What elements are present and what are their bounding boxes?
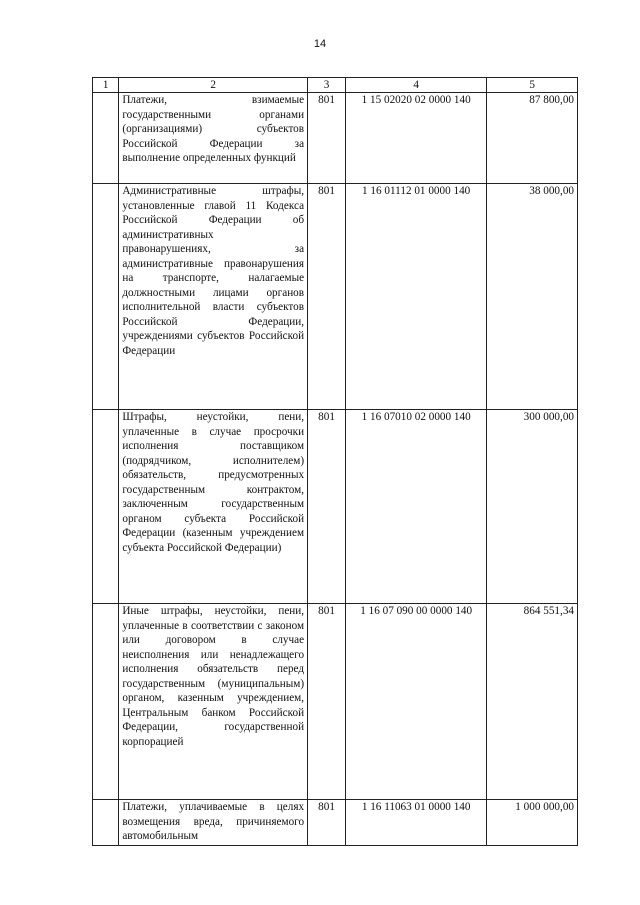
row-index-cell (93, 604, 119, 800)
amount-cell: 864 551,34 (487, 604, 578, 800)
table-row (93, 184, 578, 410)
table-row (93, 93, 578, 184)
admin-code-cell: 801 (308, 93, 346, 184)
admin-code-cell: 801 (308, 604, 346, 800)
row-index-cell (93, 184, 119, 410)
admin-code-cell: 801 (308, 184, 346, 410)
amount-cell: 300 000,00 (487, 410, 578, 604)
admin-code-cell: 801 (308, 800, 346, 846)
admin-code-cell: 801 (308, 410, 346, 604)
table-header-row (93, 78, 578, 93)
column-header-5: 5 (487, 78, 578, 93)
column-header-4: 4 (346, 78, 487, 93)
description-cell: Административные штрафы, установленные главой 11 Кодекса Российской Федерации об административных правонарушениях, за административные правонарушения на транспорте, налагаемые должностными лицами органов исполнительной власти субъектов Российской Федерации, учреждениями субъектов Российской Федерации (119, 184, 308, 410)
budget-code-cell: 1 16 01112 01 0000 140 (346, 184, 487, 410)
row-index-cell (93, 410, 119, 604)
column-header-2: 2 (119, 78, 308, 93)
amount-cell: 1 000 000,00 (487, 800, 578, 846)
budget-code-cell: 1 16 07010 02 0000 140 (346, 410, 487, 604)
amount-cell: 87 800,00 (487, 93, 578, 184)
table-row (93, 604, 578, 800)
page-number: 14 (313, 38, 327, 50)
revenue-table (92, 77, 578, 846)
column-header-3: 3 (308, 78, 346, 93)
budget-code-cell: 1 16 11063 01 0000 140 (346, 800, 487, 846)
row-index-cell (93, 800, 119, 846)
table-row (93, 800, 578, 846)
amount-cell: 38 000,00 (487, 184, 578, 410)
description-cell: Иные штрафы, неустойки, пени, уплаченные в соответствии с законом или договором в случае неисполнения или ненадлежащего исполнения обязательств перед государственным (муниципальным) органом, казенным учреждением, Центральным банком Российской Федерации, государственной корпорацией (119, 604, 308, 800)
budget-code-cell: 1 15 02020 02 0000 140 (346, 93, 487, 184)
budget-code-cell: 1 16 07 090 00 0000 140 (346, 604, 487, 800)
table-row (93, 410, 578, 604)
column-header-1: 1 (93, 78, 119, 93)
description-cell: Платежи, уплачиваемые в целях возмещения вреда, причиняемого автомобильным (119, 800, 308, 846)
description-cell: Платежи, взимаемые государственными органами (организациями) субъектов Российской Федерации за выполнение определенных функций (119, 93, 308, 184)
row-index-cell (93, 93, 119, 184)
description-cell: Штрафы, неустойки, пени, уплаченные в случае просрочки исполнения поставщиком (подрядчиком, исполнителем) обязательств, предусмотренных государственным контрактом, заключенным государственным органом субъекта Российской Федерации (казенным учреждением субъекта Российской Федерации) (119, 410, 308, 604)
